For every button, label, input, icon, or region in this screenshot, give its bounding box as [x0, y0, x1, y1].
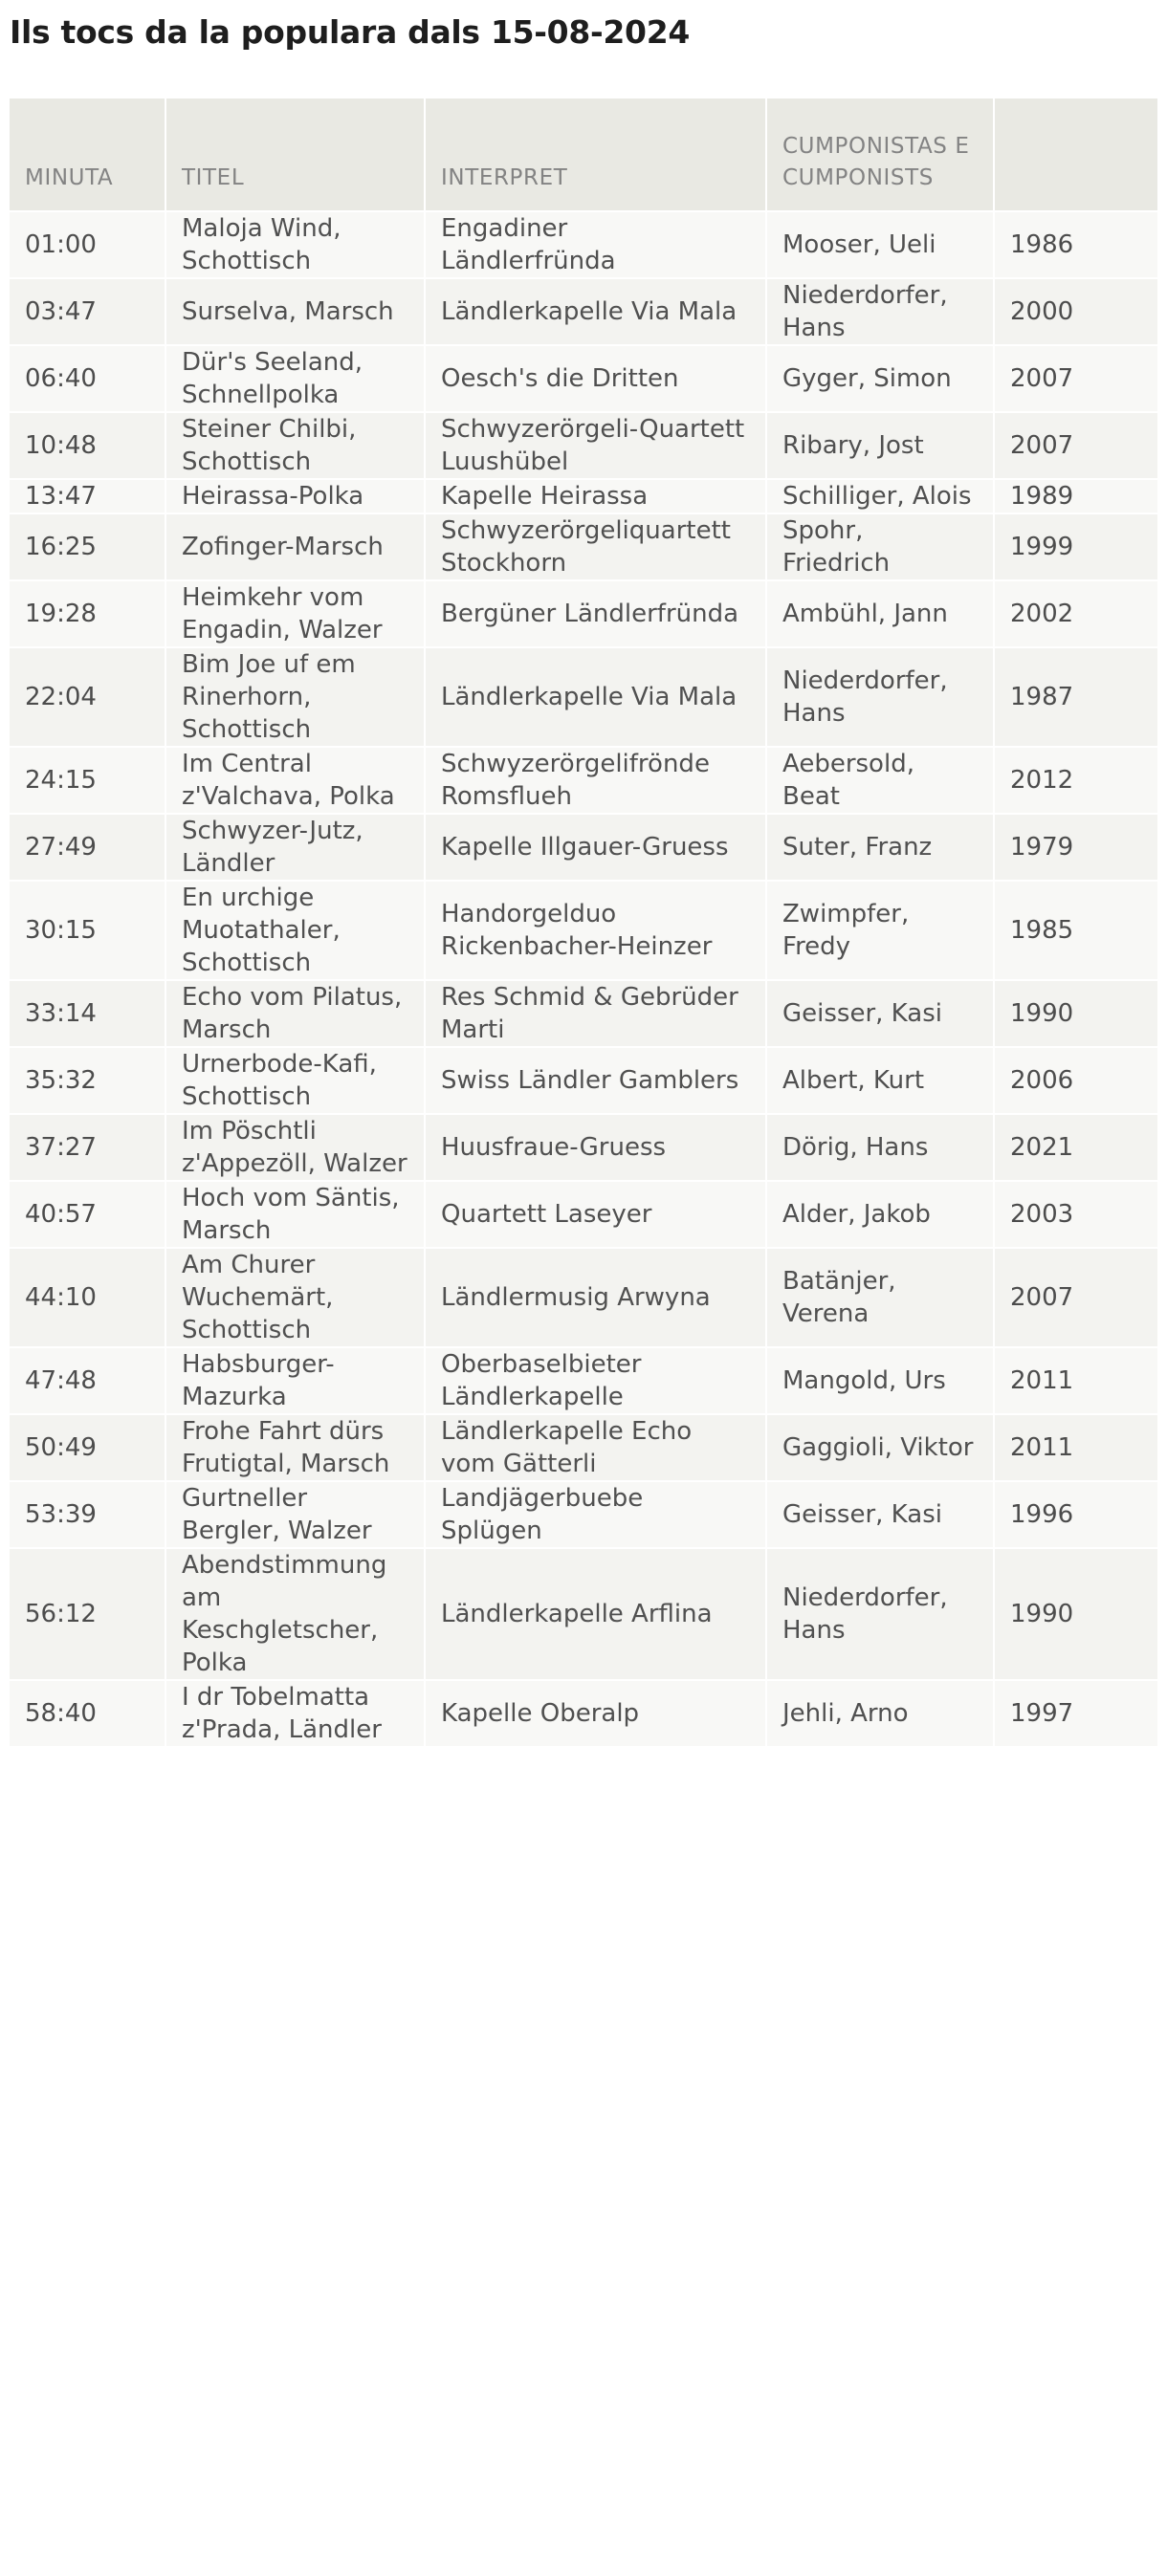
cell-year: 1996 [995, 1482, 1157, 1549]
cell-minute: 35:32 [10, 1048, 166, 1115]
header-row [10, 98, 1157, 212]
cell-composer: Dörig, Hans [767, 1115, 995, 1182]
cell-interpret: Kapelle Heirassa [426, 480, 767, 514]
cell-interpret: Kapelle Oberalp [426, 1681, 767, 1748]
cell-composer: Mooser, Ueli [767, 212, 995, 279]
cell-composer: Suter, Franz [767, 815, 995, 882]
cell-year: 2003 [995, 1182, 1157, 1249]
table-row [10, 1549, 1157, 1681]
cell-minute: 24:15 [10, 748, 166, 815]
cell-minute: 40:57 [10, 1182, 166, 1249]
table-row [10, 981, 1157, 1048]
header-minute: MINUTA [10, 98, 166, 212]
cell-interpret: Kapelle Illgauer-Gruess [426, 815, 767, 882]
cell-interpret: Huusfraue-Gruess [426, 1115, 767, 1182]
cell-composer: Alder, Jakob [767, 1182, 995, 1249]
table-row [10, 1249, 1157, 1348]
cell-minute: 01:00 [10, 212, 166, 279]
cell-year: 2006 [995, 1048, 1157, 1115]
table-row [10, 1482, 1157, 1549]
cell-year: 1986 [995, 212, 1157, 279]
cell-composer: Zwimpfer, Fredy [767, 882, 995, 981]
cell-minute: 03:47 [10, 279, 166, 346]
cell-interpret: Swiss Ländler Gamblers [426, 1048, 767, 1115]
cell-composer: Niederdorfer, Hans [767, 648, 995, 748]
cell-year: 1990 [995, 981, 1157, 1048]
cell-composer: Batänjer, Verena [767, 1249, 995, 1348]
cell-interpret: Ländlermusig Arwyna [426, 1249, 767, 1348]
cell-composer: Jehli, Arno [767, 1681, 995, 1748]
cell-title: Maloja Wind, Schottisch [166, 212, 426, 279]
cell-composer: Schilliger, Alois [767, 480, 995, 514]
cell-interpret: Res Schmid & Gebrüder Marti [426, 981, 767, 1048]
header-interpret: INTERPRET [426, 98, 767, 212]
cell-year: 2007 [995, 346, 1157, 413]
cell-minute: 37:27 [10, 1115, 166, 1182]
cell-title: Schwyzer-Jutz, Ländler [166, 815, 426, 882]
cell-year: 2002 [995, 581, 1157, 648]
cell-minute: 16:25 [10, 514, 166, 581]
cell-interpret: Schwyzerörgeli-Quartett Luushübel [426, 413, 767, 480]
cell-minute: 44:10 [10, 1249, 166, 1348]
cell-year: 1989 [995, 480, 1157, 514]
cell-title: Steiner Chilbi, Schottisch [166, 413, 426, 480]
cell-title: Abendstimmung am Keschgletscher, Polka [166, 1549, 426, 1681]
cell-title: Dür's Seeland, Schnellpolka [166, 346, 426, 413]
cell-year: 1987 [995, 648, 1157, 748]
cell-minute: 47:48 [10, 1348, 166, 1415]
table-row [10, 1348, 1157, 1415]
table-row [10, 1048, 1157, 1115]
cell-interpret: Ländlerkapelle Echo vom Gätterli [426, 1415, 767, 1482]
cell-minute: 50:49 [10, 1415, 166, 1482]
cell-year: 2011 [995, 1415, 1157, 1482]
cell-minute: 27:49 [10, 815, 166, 882]
header-title: TITEL [166, 98, 426, 212]
cell-interpret: Schwyzerörgeliquartett Stockhorn [426, 514, 767, 581]
cell-minute: 06:40 [10, 346, 166, 413]
cell-title: Frohe Fahrt dürs Frutigtal, Marsch [166, 1415, 426, 1482]
cell-minute: 30:15 [10, 882, 166, 981]
cell-minute: 10:48 [10, 413, 166, 480]
cell-interpret: Landjägerbuebe Splügen [426, 1482, 767, 1549]
playlist-table [10, 98, 1157, 1748]
cell-interpret: Ländlerkapelle Via Mala [426, 279, 767, 346]
cell-year: 2021 [995, 1115, 1157, 1182]
cell-year: 2007 [995, 1249, 1157, 1348]
cell-title: Bim Joe uf em Rinerhorn, Schottisch [166, 648, 426, 748]
cell-year: 1990 [995, 1549, 1157, 1681]
table-row [10, 480, 1157, 514]
header-year [995, 98, 1157, 212]
cell-year: 1999 [995, 514, 1157, 581]
cell-composer: Spohr, Friedrich [767, 514, 995, 581]
cell-interpret: Ländlerkapelle Arflina [426, 1549, 767, 1681]
cell-title: Im Pöschtli z'Appezöll, Walzer [166, 1115, 426, 1182]
table-row [10, 815, 1157, 882]
cell-title: Heimkehr vom Engadin, Walzer [166, 581, 426, 648]
cell-interpret: Ländlerkapelle Via Mala [426, 648, 767, 748]
cell-title: Am Churer Wuchemärt, Schottisch [166, 1249, 426, 1348]
cell-composer: Niederdorfer, Hans [767, 279, 995, 346]
cell-composer: Gyger, Simon [767, 346, 995, 413]
cell-interpret: Quartett Laseyer [426, 1182, 767, 1249]
cell-title: Heirassa-Polka [166, 480, 426, 514]
cell-title: Hoch vom Säntis, Marsch [166, 1182, 426, 1249]
cell-title: I dr Tobelmatta z'Prada, Ländler [166, 1681, 426, 1748]
cell-composer: Niederdorfer, Hans [767, 1549, 995, 1681]
cell-title: Urnerbode-Kafi, Schottisch [166, 1048, 426, 1115]
cell-minute: 58:40 [10, 1681, 166, 1748]
table-body [10, 212, 1157, 1748]
cell-composer: Mangold, Urs [767, 1348, 995, 1415]
cell-interpret: Oesch's die Dritten [426, 346, 767, 413]
cell-year: 1979 [995, 815, 1157, 882]
page-title: Ils tocs da la populara dals 15-08-2024 [10, 13, 691, 51]
table-row [10, 279, 1157, 346]
table-row [10, 346, 1157, 413]
table-header [10, 98, 1157, 212]
table-row [10, 648, 1157, 748]
cell-title: Surselva, Marsch [166, 279, 426, 346]
cell-year: 1985 [995, 882, 1157, 981]
table-row [10, 882, 1157, 981]
cell-title: Habsburger-Mazurka [166, 1348, 426, 1415]
cell-interpret: Bergüner Ländlerfründa [426, 581, 767, 648]
cell-title: Gurtneller Bergler, Walzer [166, 1482, 426, 1549]
cell-composer: Ambühl, Jann [767, 581, 995, 648]
cell-minute: 33:14 [10, 981, 166, 1048]
cell-minute: 13:47 [10, 480, 166, 514]
cell-year: 2012 [995, 748, 1157, 815]
table-row [10, 1681, 1157, 1748]
cell-year: 2007 [995, 413, 1157, 480]
cell-year: 2000 [995, 279, 1157, 346]
cell-title: Zofinger-Marsch [166, 514, 426, 581]
cell-composer: Gaggioli, Viktor [767, 1415, 995, 1482]
table-row [10, 1115, 1157, 1182]
table-row [10, 1415, 1157, 1482]
cell-title: Im Central z'Valchava, Polka [166, 748, 426, 815]
cell-minute: 56:12 [10, 1549, 166, 1681]
cell-year: 2011 [995, 1348, 1157, 1415]
cell-composer: Geisser, Kasi [767, 1482, 995, 1549]
table-row [10, 748, 1157, 815]
cell-minute: 53:39 [10, 1482, 166, 1549]
cell-minute: 19:28 [10, 581, 166, 648]
table-row [10, 581, 1157, 648]
cell-minute: 22:04 [10, 648, 166, 748]
cell-interpret: Oberbaselbieter Ländlerkapelle [426, 1348, 767, 1415]
cell-composer: Ribary, Jost [767, 413, 995, 480]
table-row [10, 1182, 1157, 1249]
cell-composer: Albert, Kurt [767, 1048, 995, 1115]
cell-year: 1997 [995, 1681, 1157, 1748]
cell-title: En urchige Muotathaler, Schottisch [166, 882, 426, 981]
table-row [10, 514, 1157, 581]
cell-composer: Geisser, Kasi [767, 981, 995, 1048]
cell-interpret: Engadiner Ländlerfründa [426, 212, 767, 279]
cell-title: Echo vom Pilatus, Marsch [166, 981, 426, 1048]
header-composers: CUMPONISTAS E CUMPONISTS [767, 98, 995, 212]
cell-interpret: Schwyzerörgelifrönde Romsflueh [426, 748, 767, 815]
table-row [10, 413, 1157, 480]
cell-interpret: Handorgelduo Rickenbacher-Heinzer [426, 882, 767, 981]
cell-composer: Aebersold, Beat [767, 748, 995, 815]
table-row [10, 212, 1157, 279]
